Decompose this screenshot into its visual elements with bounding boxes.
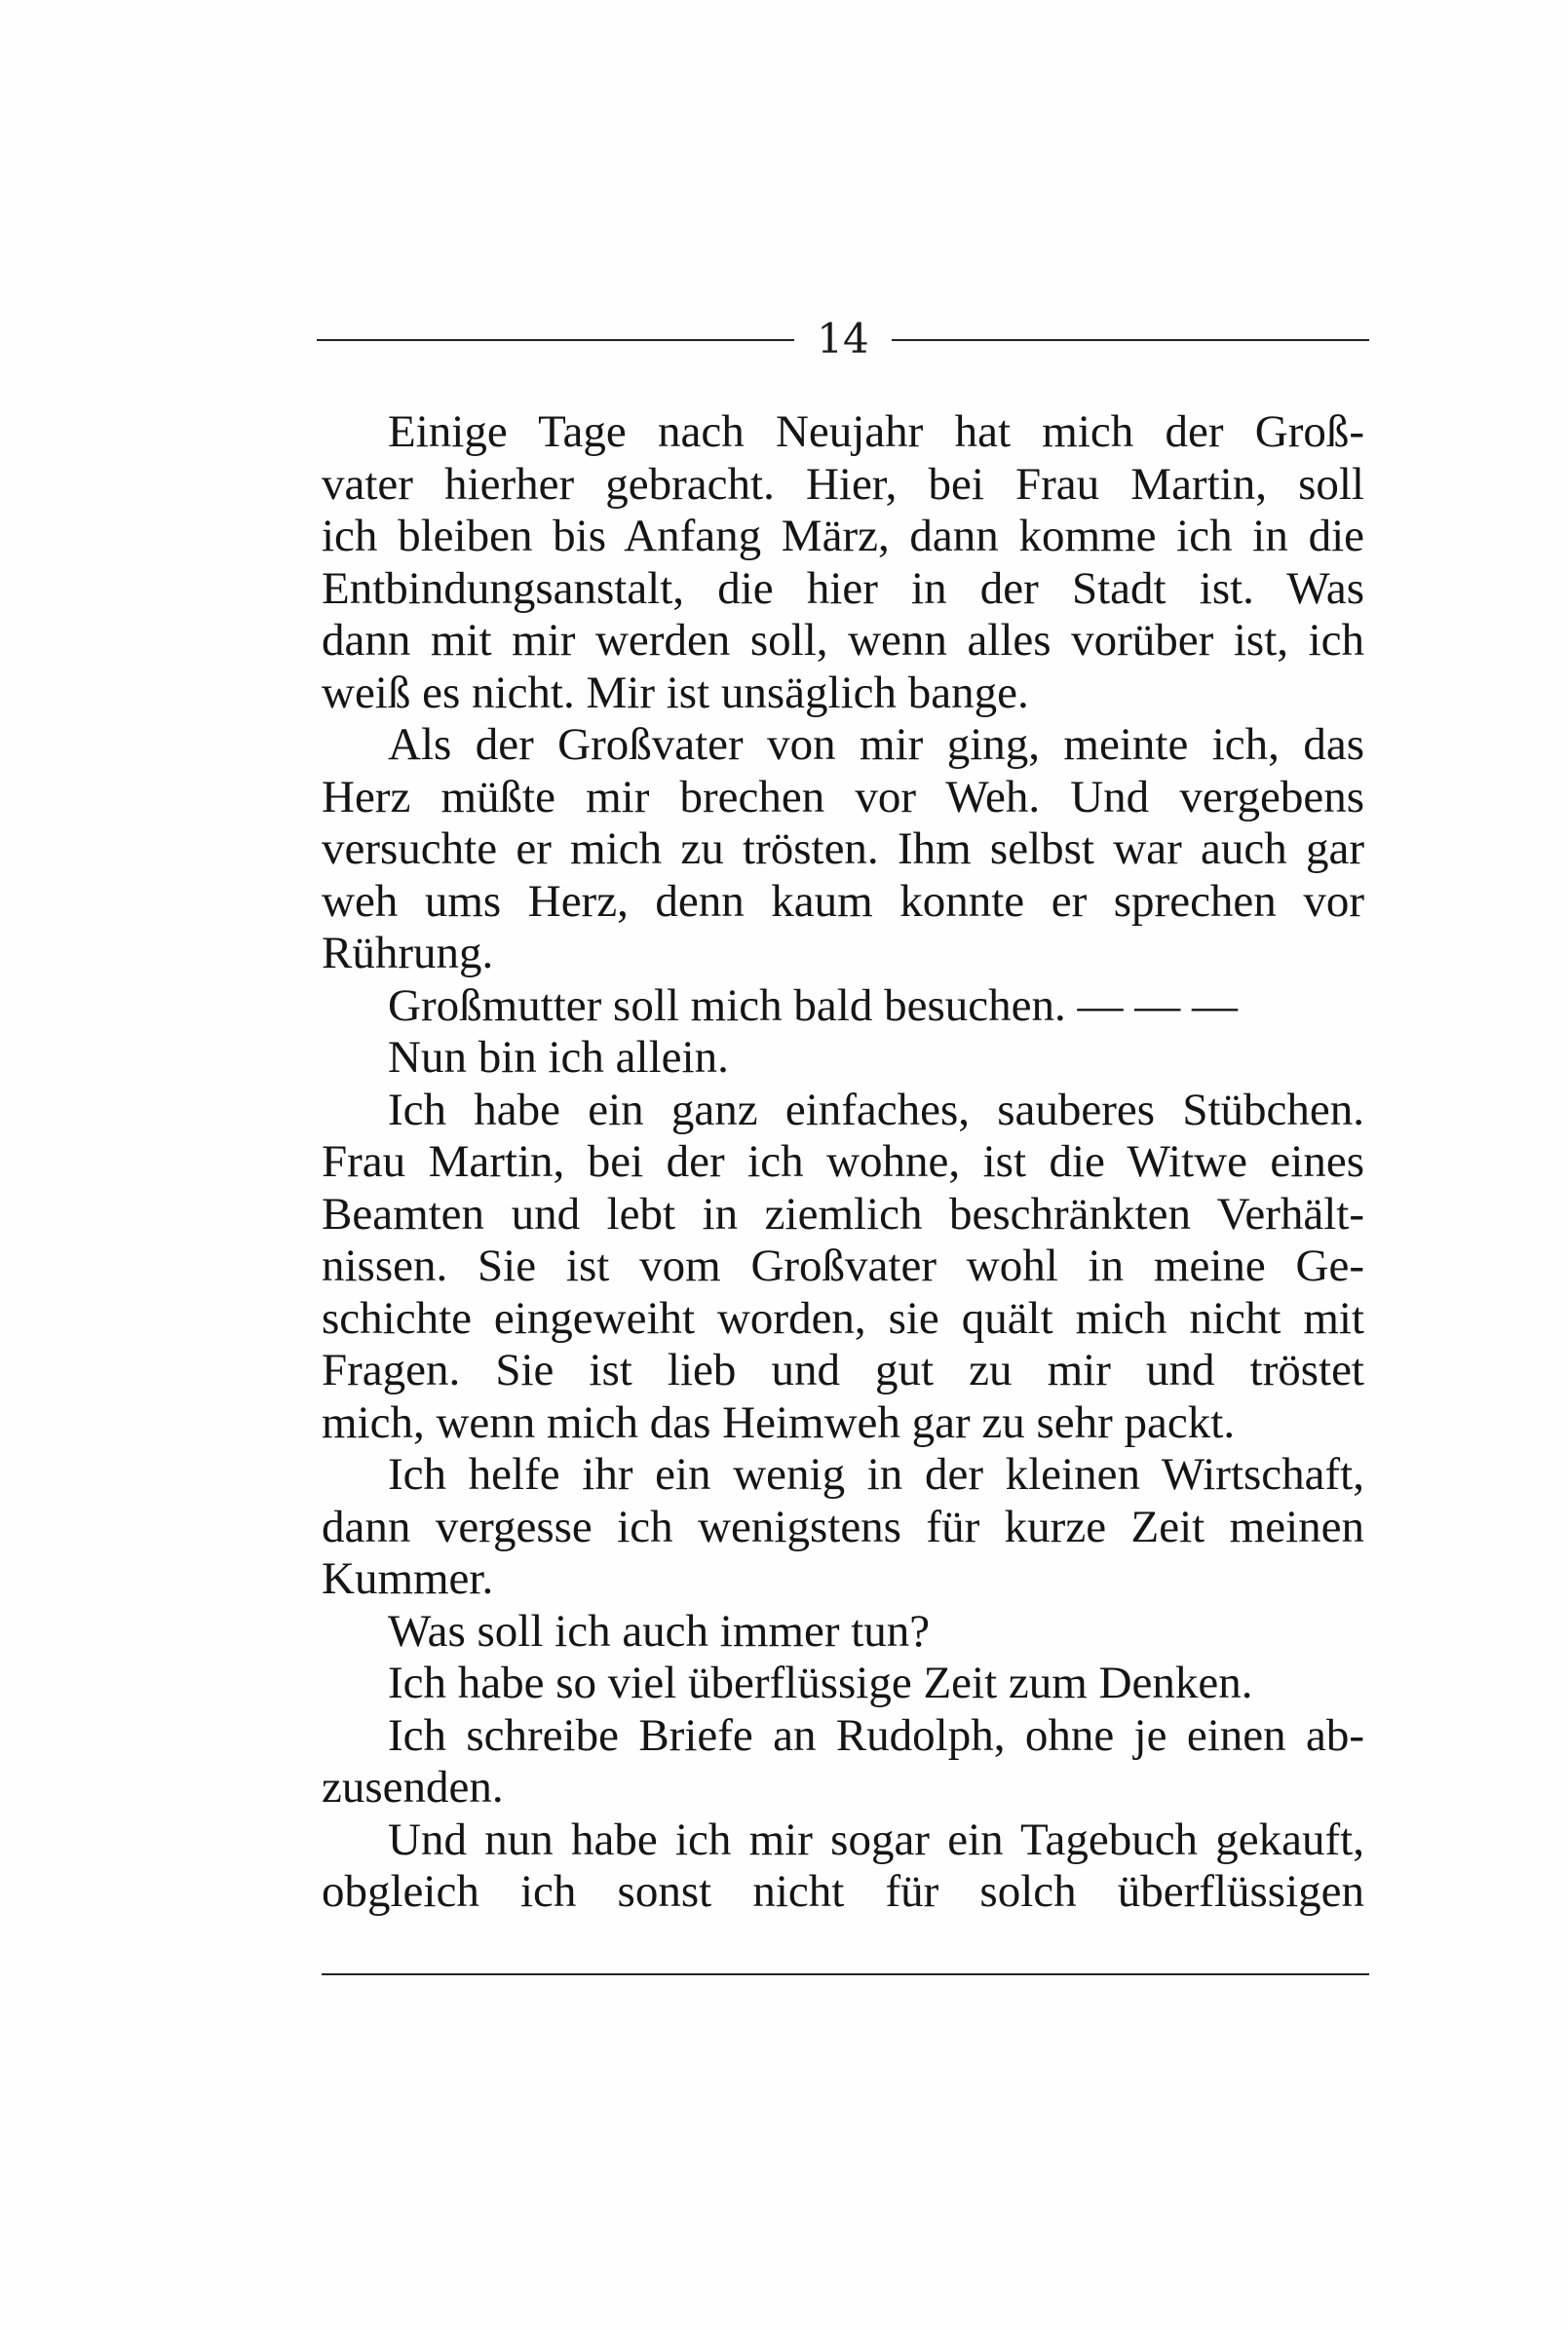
- footer-rule: [322, 1973, 1369, 1975]
- header-rule-right: [892, 339, 1369, 341]
- text-line: Einige Tage nach Neujahr hat mich der Groß-: [388, 406, 1364, 457]
- text-line: Großmutter soll mich bald besuchen. — — —: [388, 979, 1238, 1031]
- text-line: dann vergesse ich wenigstens für kurze Zeit meinen: [322, 1501, 1364, 1552]
- page-header: [317, 310, 1369, 368]
- text-line: Rührung.: [322, 928, 494, 978]
- text-line: mich, wenn mich das Heimweh gar zu sehr packt.: [322, 1396, 1236, 1448]
- text-line: weiß es nicht. Mir ist unsäglich bange.: [322, 667, 1029, 718]
- text-line: Beamten und lebt in ziemlich beschränkten Verhält-: [322, 1188, 1364, 1240]
- text-line: Ich habe so viel überflüssige Zeit zum Denken.: [388, 1658, 1253, 1708]
- text-line: Ich schreibe Briefe an Rudolph, ohne je einen ab-: [388, 1709, 1364, 1761]
- header-rule-left: [317, 339, 794, 341]
- text-line: zusenden.: [322, 1762, 504, 1813]
- body-text: [322, 406, 1364, 1919]
- text-line: Ich helfe ihr ein wenig in der kleinen Wirtschaft,: [388, 1449, 1364, 1500]
- text-line: Nun bin ich allein.: [388, 1032, 729, 1083]
- text-line: obgleich ich sonst nicht für solch überflüssigen: [322, 1866, 1364, 1917]
- text-line: Frau Martin, bei der ich wohne, ist die Witwe eines: [322, 1136, 1364, 1187]
- text-line: versuchte er mich zu trösten. Ihm selbst war auch gar: [322, 823, 1364, 874]
- text-line: weh ums Herz, denn kaum konnte er sprechen vor: [322, 875, 1364, 927]
- text-line: schichte eingeweiht worden, sie quält mich nicht mit: [322, 1292, 1364, 1344]
- text-line: ich bleiben bis Anfang März, dann komme ich in die: [322, 511, 1364, 561]
- text-line: dann mit mir werden soll, wenn alles vorüber ist, ich: [322, 615, 1364, 666]
- text-line: Ich habe ein ganz einfaches, sauberes Stübchen.: [388, 1084, 1364, 1135]
- text-line: Als der Großvater von mir ging, meinte ich, das: [388, 719, 1364, 770]
- text-line: Kummer.: [322, 1553, 494, 1604]
- page-number: 14: [817, 315, 869, 363]
- text-line: nissen. Sie ist vom Großvater wohl in meine Ge-: [322, 1241, 1364, 1291]
- text-line: Entbindungsanstalt, die hier in der Stadt ist. Was: [322, 562, 1364, 614]
- text-line: Was soll ich auch immer tun?: [388, 1605, 931, 1657]
- text-line: Fragen. Sie ist lieb und gut zu mir und tröstet: [322, 1345, 1364, 1395]
- text-line: Und nun habe ich mir sogar ein Tagebuch gekauft,: [388, 1814, 1364, 1865]
- text-line: vater hierher gebracht. Hier, bei Frau Martin, soll: [322, 458, 1364, 510]
- text-line: Herz müßte mir brechen vor Weh. Und vergebens: [322, 771, 1364, 822]
